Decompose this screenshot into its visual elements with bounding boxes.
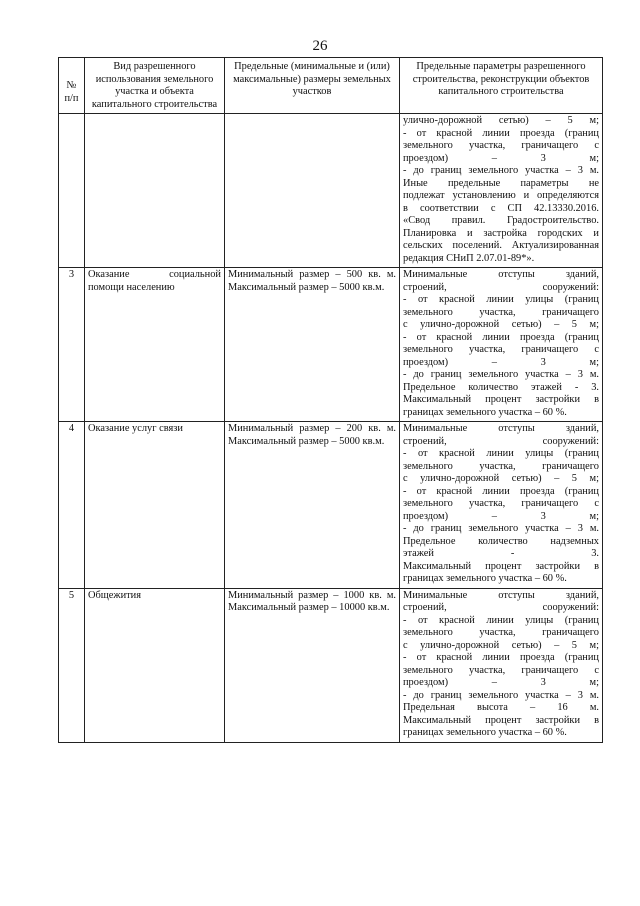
params-line: - до границ земельного участка – 3 м. (403, 689, 599, 701)
params-line: границах земельного участка – 60 %. (403, 573, 567, 584)
header-use-type: Вид разрешенного использования земельного участка и объекта капитального строительства (85, 58, 225, 114)
params-cell (400, 422, 603, 589)
params-line: земельного участка, граничащего с (403, 664, 599, 676)
params-line: Максимальный процент застройки в (403, 714, 599, 726)
params-line: - от красной линии проезда (границ (403, 485, 599, 497)
params-line: «Свод правил. Градостроительство. (403, 215, 599, 226)
params-line: строений, сооружений: (403, 602, 599, 613)
params-line: проездом) – 3 м; (403, 677, 599, 688)
params-line: - от красной линии проезда (границ (403, 652, 599, 663)
params-line: - от красной линии улицы (границ (403, 294, 599, 305)
continuation-use-cell (85, 114, 225, 268)
continuation-num-cell (59, 114, 85, 268)
params-line: - до границ земельного участка – 3 м. (403, 369, 599, 380)
params-line: улично-дорожной сетью) – 5 м; (403, 115, 599, 126)
params-line: земельного участка, граничащего (403, 627, 599, 638)
params-line: этажей - 3. (403, 548, 599, 559)
params-line: Предельная высота – 16 м. (403, 702, 599, 713)
params-line: - от красной линии улицы (границ (403, 448, 599, 459)
page-number: 26 (312, 38, 328, 54)
params-line: строений, сооружений: (403, 281, 599, 293)
continuation-size-cell (225, 114, 400, 268)
continuation-params-cell (400, 114, 603, 268)
row-number: 4 (59, 422, 85, 589)
row-number: 3 (59, 268, 85, 422)
params-line: с улично-дорожной сетью) – 5 м; (403, 639, 599, 651)
header-params: Предельные параметры разрешенного строительства, реконструкции объектов капитального строительства (400, 58, 603, 114)
params-line: редакция СНиП 2.07.01-89*». (403, 252, 535, 264)
use-type-cell: Общежития (85, 588, 225, 742)
params-line: строений, сооружений: (403, 435, 599, 447)
params-line: с улично-дорожной сетью) – 5 м; (403, 319, 599, 330)
params-line: Минимальные отступы зданий, (403, 423, 599, 434)
params-line: земельного участка, граничащего (403, 306, 599, 318)
plot-sizes-cell: Минимальный размер – 200 кв. м. Максимальный размер – 5000 кв.м. (225, 422, 400, 589)
table-row (59, 422, 603, 589)
header-plot-sizes: Предельные (минимальные и (или) максимальные) размеры земельных участков (225, 58, 400, 114)
params-line: земельного участка, граничащего (403, 460, 599, 472)
params-line: Планировка и застройка городских и (403, 227, 599, 239)
params-line: земельного участка, граничащего с (403, 498, 599, 509)
params-line: Предельное количество надземных (403, 535, 599, 547)
params-line: в соответствии с СП 42.13330.2016. (403, 202, 599, 214)
continuation-row (59, 114, 603, 268)
header-num: № п/п (59, 58, 85, 114)
params-line: Максимальный процент застройки в (403, 394, 599, 405)
row-number: 5 (59, 588, 85, 742)
params-line: Минимальные отступы зданий, (403, 269, 599, 280)
params-cell (400, 588, 603, 742)
params-line: проездом) – 3 м; (403, 356, 599, 368)
plot-sizes-cell: Минимальный размер – 1000 кв. м. Максимальный размер – 10000 кв.м. (225, 588, 400, 742)
params-line: сельских поселений. Актуализированная (403, 240, 599, 251)
params-line: границах земельного участка – 60 %. (403, 727, 567, 738)
params-line: - от красной линии улицы (границ (403, 614, 599, 626)
params-line: с улично-дорожной сетью) – 5 м; (403, 473, 599, 484)
params-line: Минимальные отступы зданий, (403, 589, 599, 601)
params-cell (400, 268, 603, 422)
params-line: - до границ земельного участка – 3 м. (403, 165, 599, 176)
params-line: Предельное количество этажей - 3. (403, 381, 599, 393)
params-line: проездом) – 3 м; (403, 152, 599, 164)
use-type-cell: Оказание услуг связи (85, 422, 225, 589)
zoning-regulations-table (58, 57, 603, 743)
plot-sizes-cell: Минимальный размер – 500 кв. м. Максимальный размер – 5000 кв.м. (225, 268, 400, 422)
params-line: - от красной линии проезда (границ (403, 331, 599, 343)
params-line: Иные предельные параметры не (403, 177, 599, 189)
table-row (59, 268, 603, 422)
params-line: земельного участка, граничащего с (403, 344, 599, 355)
params-line: Максимальный процент застройки в (403, 560, 599, 572)
table-row (59, 588, 603, 742)
params-line: границах земельного участка – 60 %. (403, 406, 567, 418)
params-line: - до границ земельного участка – 3 м. (403, 523, 599, 534)
use-type-cell: Оказание социальной помощи населению (85, 268, 225, 422)
params-line: подлежат установлению и определяются (403, 190, 599, 201)
params-line: проездом) – 3 м; (403, 510, 599, 522)
params-line: - от красной линии проезда (границ (403, 127, 599, 139)
params-line: земельного участка, граничащего с (403, 140, 599, 151)
table-header-row (59, 58, 603, 114)
